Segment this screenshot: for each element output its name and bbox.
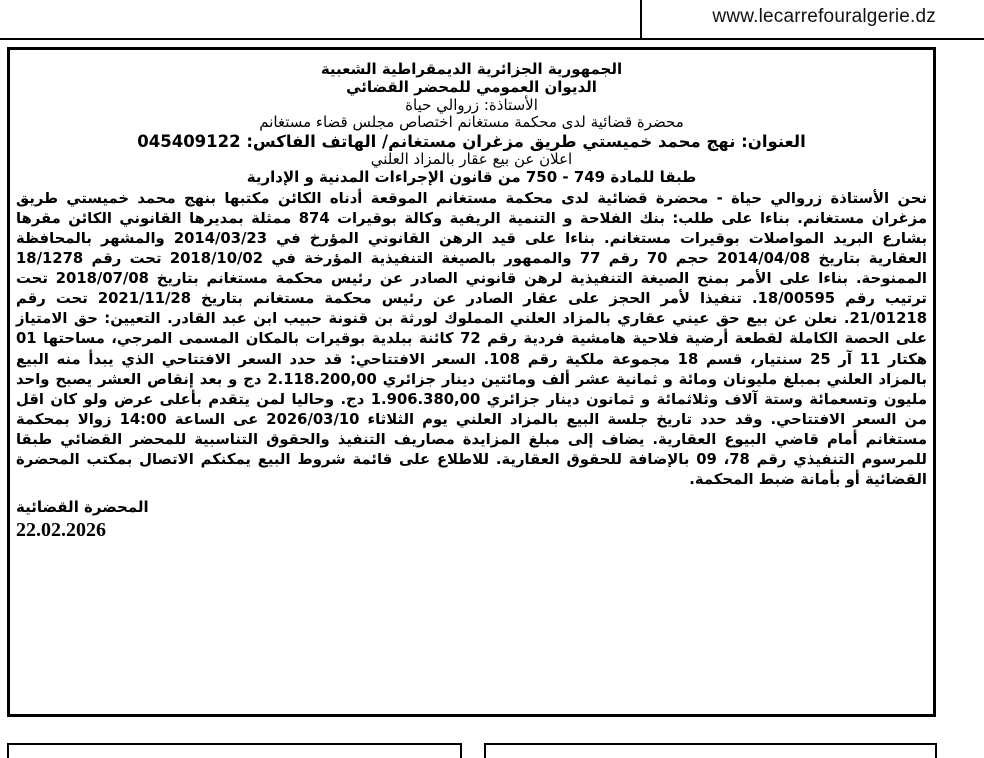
- header-divider-tick: [640, 0, 642, 38]
- notice-legal-basis: طبقا للمادة 749 - 750 من قانون الإجراءات المدنية و الإدارية: [246, 167, 697, 186]
- heading-bailiff-name: الأستاذة: زروالي حياة: [405, 95, 538, 114]
- heading-address: العنوان: نهج محمد خميستي طريق مزغران مستغانم/ الهاتف الفاكس: 045409122: [137, 132, 806, 152]
- notice-body: نحن الأستاذة زروالي حياة - محضرة قضائية لدى محكمة مستغانم الموقعة أدناه الكائن مكتبها بنهج محمد خميستي طريق مزغران مستغانم. بناءا على طلب: بنك الفلاحة و التنمية الريفية وكالة بوقيرات 874 ممثلة بمديرها القانوني الكائن مقرها بشارع البريد المواصلات بوقيرات مستغانم. بناءا على قيد الرهن القانوني المؤرخ في 2014/03/23 والمشهر بالمحافظة العقارية بتاريخ 2014/04/08 حجم 70 رقم 77 والممهور بالصيغة التنفيذية المؤرخة في 2018/10/02 تحت رقم 18/1278 الممنوحة. بناءا على الأمر بمنح الصيغة التنفيذية لرهن قانوني الصادر عن رئيس محكمة مستغانم بتاريخ 2018/07/08 تحت ترتيب رقم 18/00595. تنفيذا لأمر الحجز على عقار الصادر عن رئيس محكمة مستغانم بتاريخ 2021/11/28 تحت رقم 21/01218. نعلن عن بيع حق عيني عقاري بالمزاد العلني المملوك لورثة بن قنونة حبيب ابن عبد القادر. التعيين: حق الامتياز على الحصة الكاملة لقطعة أرضية فلاحية هامشية فردية رقم 72 كائنة ببلدية بوقيرات بالمكان المسمى المرجي، مساحتها 01 هكتار 11 آر 25 سنتيار، قسم 18 مجموعة ملكية رقم 108. السعر الافتتاحي: قد حدد السعر الافتتاحي الذي يبدأ منه البيع بالمزاد العلني بمبلغ مليونان ومائة و ثمانية عشر ألف ومائتين دينار جزائري 2.118.200,00 دج و بعد إنقاص العشر يصبح واحد مليون وتسعمائة وستة آلاف وثلاثمائة و ثمانون دينار جزائري 1.906.380,00 دج. وحاليا لمن يتقدم بأعلى عرض ولو كان اقل من السعر الافتتاحي. وقد حدد تاريخ جلسة البيع بالمزاد العلني يوم الثلاثاء 2026/03/10 عى الساعة 14:00 زوالا بمحكمة مستغانم أمام قاضي البيوع العقارية. يضاف إلى مبلغ المزايدة مصاريف التنفيذ والحقوق التناسبية للمحضر القضائي طبقا للمرسوم التنفيذي رقم 78، 09 بالإضافة للحقوق العقارية. للاطلاع على قائمة شروط البيع يمكنكم الاتصال بمكتب المحضرة القضائية أو بأمانة ضبط المحكمة.: [16, 189, 928, 489]
- notice-heading: [16, 61, 927, 187]
- heading-republic: الجمهورية الجزائرية الديمقراطية الشعبية: [320, 60, 623, 78]
- signature-block: [16, 496, 927, 542]
- next-notice-box-left: [7, 743, 462, 758]
- signature-date: 22.02.2026: [16, 519, 106, 542]
- site-url: www.lecarrefouralgerie.dz: [712, 6, 936, 27]
- heading-office: الديوان العمومي للمحضر القضائي: [346, 77, 597, 96]
- signature-title: المحضرة القضائية: [16, 498, 149, 517]
- next-notice-box-right: [484, 743, 937, 758]
- legal-notice: [7, 47, 936, 717]
- notice-title: اعلان عن بيع عقار بالمزاد العلني: [370, 150, 573, 169]
- header-rule: [0, 38, 984, 40]
- legal-notice-content: [10, 50, 933, 546]
- heading-jurisdiction: محضرة قضائية لدى محكمة مستغانم اختصاص مجلس قضاء مستغانم: [259, 113, 684, 132]
